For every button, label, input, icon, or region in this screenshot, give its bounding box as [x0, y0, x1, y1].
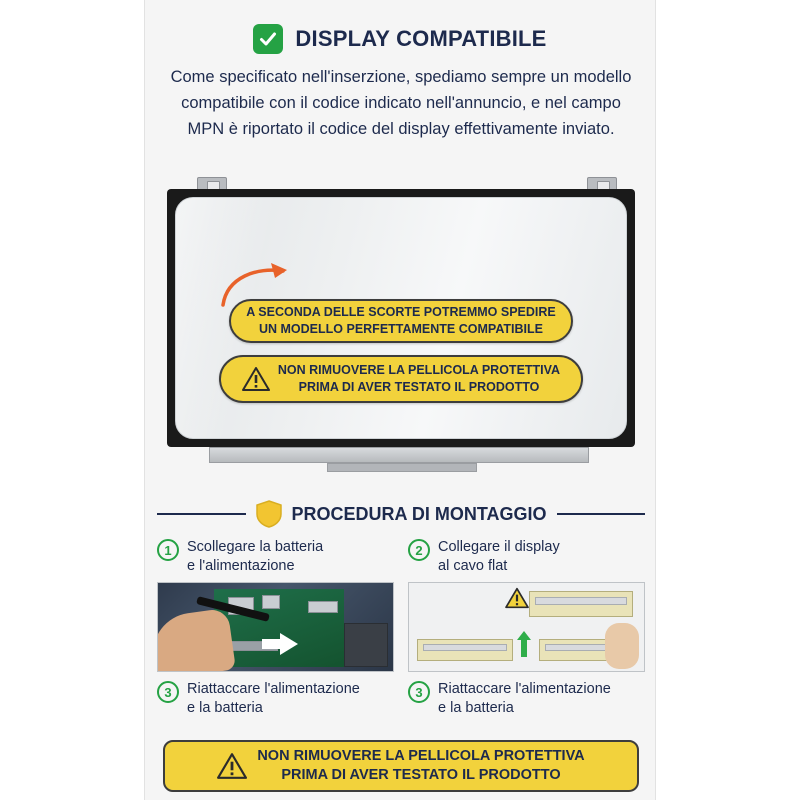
step-text: Collegare il display al cavo flat [438, 539, 560, 574]
step-number: 2 [408, 539, 430, 561]
procedure-title: PROCEDURA DI MONTAGGIO [291, 503, 547, 524]
step-3-left [157, 680, 394, 718]
bottom-warning-banner [163, 740, 639, 792]
bottom-warning-line1: NON RIMUOVERE LA PELLICOLA PROTETTIVA [257, 748, 585, 764]
callout-film-line1: NON RIMUOVERE LA PELLICOLA PROTETTIVA [277, 363, 561, 377]
callout-stock-line2: UN MODELLO PERFETTAMENTE COMPATIBILE [258, 322, 543, 336]
page-title: DISPLAY COMPATIBILE [295, 26, 547, 51]
step-number: 3 [408, 681, 430, 703]
callout-stock-note [229, 299, 573, 343]
divider-right [557, 513, 646, 515]
flat-cable-photo [408, 582, 645, 672]
motherboard-photo [157, 582, 394, 672]
fingers [605, 623, 639, 669]
pointer-arrow-stem [262, 639, 282, 649]
procedure-steps [157, 538, 645, 724]
pointer-arrow-icon [280, 633, 298, 655]
shield-icon [256, 500, 282, 528]
bottom-warning-line2: PRIMA DI AVER TESTATO IL PRODOTTO [281, 767, 561, 783]
battery [344, 623, 388, 667]
panel-foot [209, 447, 589, 463]
warning-triangle-icon [217, 752, 247, 780]
flat-cable-left [423, 644, 507, 651]
header [145, 24, 655, 54]
up-arrow-icon [517, 631, 531, 657]
step-number: 1 [157, 539, 179, 561]
info-card [144, 0, 656, 800]
step-text: Riattaccare l'alimentazione e la batteria [438, 681, 611, 716]
procedure-column-1 [157, 538, 394, 724]
step-2 [408, 538, 645, 576]
flat-cable-top [535, 597, 627, 605]
callout-stock-line1: A SECONDA DELLE SCORTE POTREMMO SPEDIRE [246, 305, 556, 319]
step-3-right [408, 680, 645, 718]
panel-connector [327, 463, 477, 472]
step-text: Riattaccare l'alimentazione e la batteria [187, 681, 360, 716]
step-1 [157, 538, 394, 576]
procedure-header [157, 500, 645, 528]
chip [308, 601, 338, 613]
warning-triangle-icon [505, 587, 529, 609]
step-text: Scollegare la batteria e l'alimentazione [187, 539, 324, 574]
hand [157, 608, 236, 672]
warning-triangle-icon [242, 366, 270, 392]
display-panel-illustration [157, 175, 645, 480]
procedure-column-2 [408, 538, 645, 724]
chip [262, 595, 280, 609]
callout-film-warning [219, 355, 583, 403]
step-number: 3 [157, 681, 179, 703]
callout-film-line2: PRIMA DI AVER TESTATO IL PRODOTTO [298, 380, 540, 394]
divider-left [157, 513, 246, 515]
check-square-icon [253, 24, 283, 54]
intro-text: Come specificato nell'inserzione, spediamo sempre un modello compatibile con il codice indicato nell'annuncio, e nel campo MPN è riportato il codice del display effettivamente inviato. [170, 68, 632, 138]
